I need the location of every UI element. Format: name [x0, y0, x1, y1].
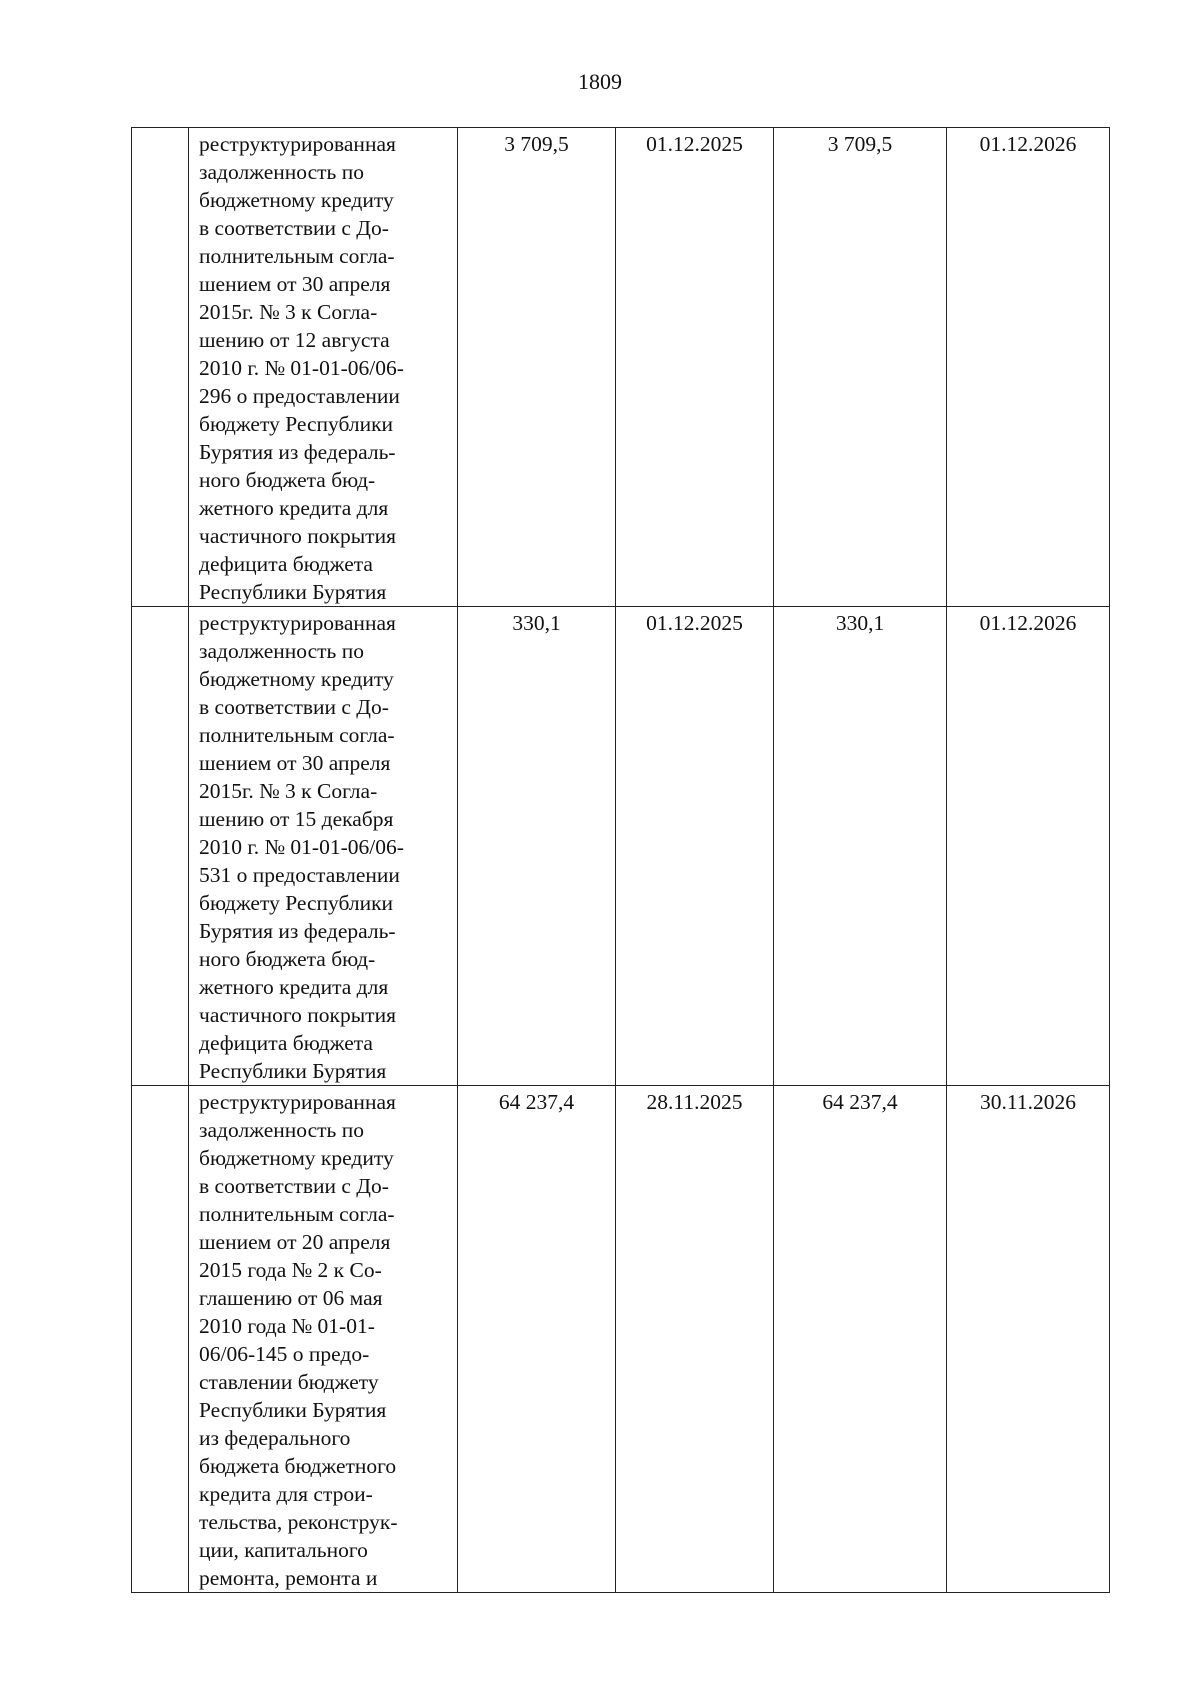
description-line: ставлении бюджету	[199, 1370, 379, 1394]
description-line: шением от 30 апреля	[199, 751, 391, 775]
description-line: реструктурированная	[199, 611, 396, 635]
description-line: бюджетному кредиту	[199, 1146, 394, 1170]
description-line: шению от 12 августа	[199, 328, 390, 352]
amount-cell: 3 709,5	[774, 128, 947, 607]
description-line: Республики Бурятия	[199, 580, 387, 604]
date-cell: 01.12.2026	[947, 607, 1110, 1086]
amount-cell: 64 237,4	[458, 1086, 616, 1593]
page-number: 1809	[578, 69, 622, 94]
amount-cell: 330,1	[458, 607, 616, 1086]
table-body	[132, 128, 1110, 1593]
date-cell: 28.11.2025	[616, 1086, 774, 1593]
description-line: полнительным согла-	[199, 244, 395, 268]
description-line: задолженность по	[199, 639, 364, 663]
amount-cell: 64 237,4	[774, 1086, 947, 1593]
description-line: бюджетному кредиту	[199, 667, 394, 691]
budget-credit-table	[131, 127, 1110, 1593]
description-line: из федерального	[199, 1426, 351, 1450]
description-line: частичного покрытия	[199, 524, 396, 548]
description-line: 296 о предоставлении	[199, 384, 400, 408]
row-number-cell	[132, 607, 189, 1086]
description-line: шением от 20 апреля	[199, 1230, 391, 1254]
description-line: 2010 г. № 01-01-06/06-	[199, 356, 404, 380]
description-line: задолженность по	[199, 1118, 364, 1142]
table-row	[132, 607, 1110, 1086]
description-line: 2010 г. № 01-01-06/06-	[199, 835, 404, 859]
table-row	[132, 1086, 1110, 1593]
row-number-cell	[132, 1086, 189, 1593]
description-line: полнительным согла-	[199, 723, 395, 747]
description-line: жетного кредита для	[199, 496, 389, 520]
description-line: 2015г. № 3 к Согла-	[199, 779, 378, 803]
description-line: дефицита бюджета	[199, 1031, 373, 1055]
description-line: кредита для строи-	[199, 1482, 373, 1506]
description-line: в соответствии с До-	[199, 695, 389, 719]
description-line: Бурятия из федераль-	[199, 919, 396, 943]
description-line: шением от 30 апреля	[199, 272, 391, 296]
description-line: ции, капитального	[199, 1538, 368, 1562]
description-line: 2015г. № 3 к Согла-	[199, 300, 378, 324]
description-line: в соответствии с До-	[199, 1174, 389, 1198]
description-line: дефицита бюджета	[199, 552, 373, 576]
description-line: жетного кредита для	[199, 975, 389, 999]
description-line: задолженность по	[199, 160, 364, 184]
description-cell	[189, 607, 458, 1086]
description-cell	[189, 128, 458, 607]
description-line: ного бюджета бюд-	[199, 947, 376, 971]
description-line: бюджету Республики	[199, 891, 394, 915]
description-line: частичного покрытия	[199, 1003, 396, 1027]
description-line: бюджетному кредиту	[199, 188, 394, 212]
description-line: тельства, реконструк-	[199, 1510, 398, 1534]
description-line: Бурятия из федераль-	[199, 440, 396, 464]
description-line: реструктурированная	[199, 1090, 396, 1114]
row-number-cell	[132, 128, 189, 607]
description-line: 2015 года № 2 к Со-	[199, 1258, 382, 1282]
date-cell: 01.12.2025	[616, 607, 774, 1086]
description-line: полнительным согла-	[199, 1202, 395, 1226]
description-line: реструктурированная	[199, 132, 396, 156]
description-line: 531 о предоставлении	[199, 863, 400, 887]
description-line: шению от 15 декабря	[199, 807, 394, 831]
date-cell: 01.12.2026	[947, 128, 1110, 607]
date-cell: 01.12.2025	[616, 128, 774, 607]
description-line: 2010 года № 01-01-	[199, 1314, 375, 1338]
description-line: ремонта, ремонта и	[199, 1566, 378, 1590]
amount-cell: 330,1	[774, 607, 947, 1086]
description-line: глашению от 06 мая	[199, 1286, 383, 1310]
description-cell	[189, 1086, 458, 1593]
description-line: бюджета бюджетного	[199, 1454, 397, 1478]
description-line: ного бюджета бюд-	[199, 468, 376, 492]
description-line: Республики Бурятия	[199, 1059, 387, 1083]
amount-cell: 3 709,5	[458, 128, 616, 607]
description-line: бюджету Республики	[199, 412, 394, 436]
description-line: в соответствии с До-	[199, 216, 389, 240]
description-line: Республики Бурятия	[199, 1398, 387, 1422]
date-cell: 30.11.2026	[947, 1086, 1110, 1593]
description-line: 06/06-145 о предо-	[199, 1342, 370, 1366]
table-row	[132, 128, 1110, 607]
